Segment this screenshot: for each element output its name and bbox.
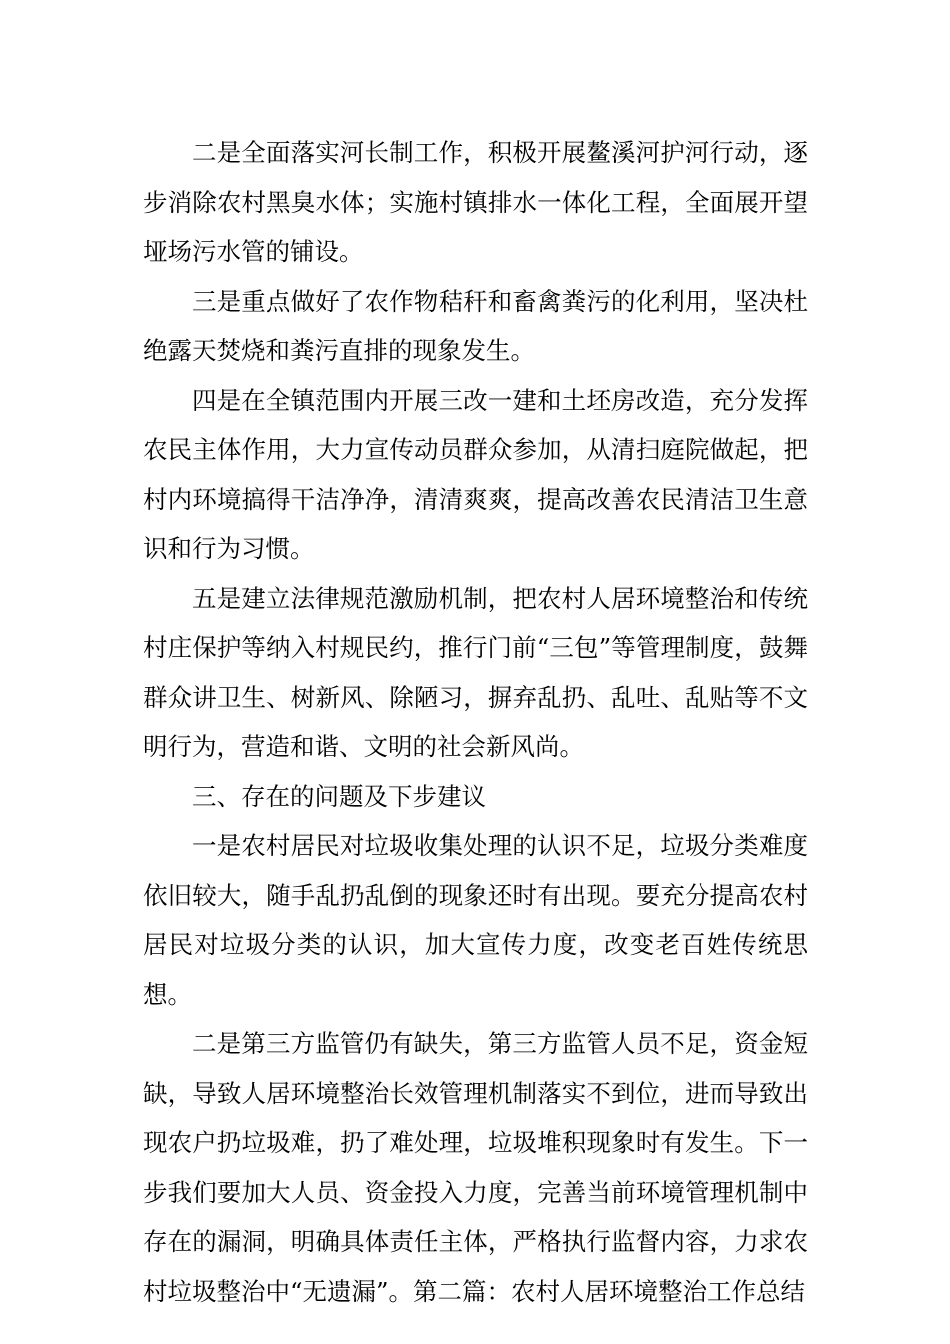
paragraph-village-rules: 五是建立法律规范激励机制，把农村人居环境整治和传统村庄保护等纳入村规民约，推行门前“三包”等管理制度，鼓舞群众讲卫生、树新风、除陋习，摒弃乱扔、乱吐、乱贴等不文明行为，营造和谐、文明的社会新风尚。 <box>143 583 808 761</box>
paragraph-straw-manure: 三是重点做好了农作物秸秆和畜禽粪污的化利用，坚决杜绝露天焚烧和粪污直排的现象发生。 <box>143 286 808 365</box>
paragraph-housing-renovation: 四是在全镇范围内开展三改一建和土坯房改造，充分发挥农民主体作用，大力宣传动员群众参加，从清扫庭院做起，把村内环境搞得干洁净净，清清爽爽，提高改善农民清洁卫生意识和行为习惯。 <box>143 385 808 563</box>
paragraph-river-chief: 二是全面落实河长制工作，积极开展鳌溪河护河行动，逐步消除农村黑臭水体；实施村镇排水一体化工程，全面展开望垭场污水管的铺设。 <box>143 138 808 266</box>
paragraph-garbage-awareness: 一是农村居民对垃圾收集处理的认识不足，垃圾分类难度依旧较大，随手乱扔乱倒的现象还时有出现。要充分提高农村居民对垃圾分类的认识，加大宣传力度，改变老百姓传统思想。 <box>143 831 808 1009</box>
paragraph-supervision-gap: 二是第三方监管仍有缺失，第三方监管人员不足，资金短缺，导致人居环境整治长效管理机制落实不到位，进而导致出现农户扔垃圾难，扔了难处理，垃圾堆积现象时有发生。下一步我们要加大人员、资金投入力度，完善当前环境管理机制中存在的漏洞，明确具体责任主体，严格执行监督内容，力求农村垃圾整治中“无遗漏”。第二篇：农村人居环境整治工作总结 <box>143 1029 808 1306</box>
section-heading-problems: 三、存在的问题及下步建议 <box>192 781 486 811</box>
document-body <box>143 128 808 1316</box>
